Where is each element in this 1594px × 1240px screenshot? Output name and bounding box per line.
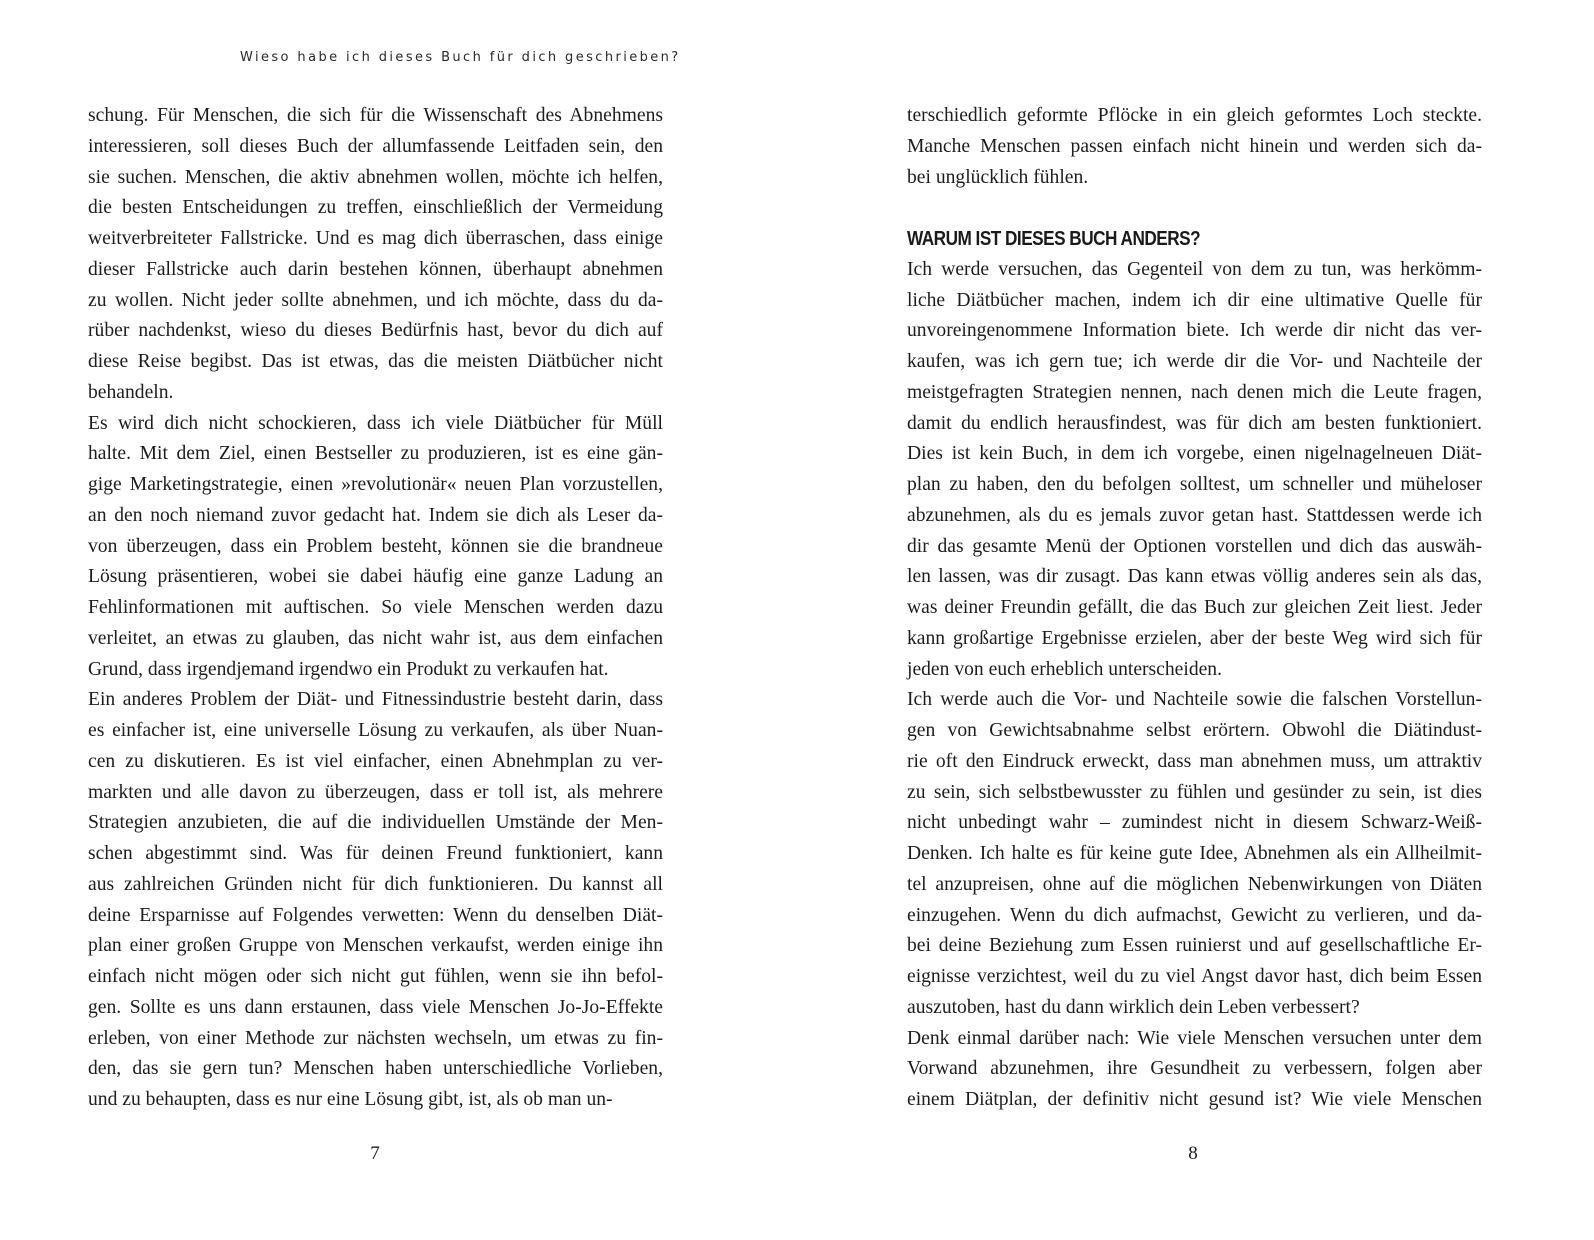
continued-paragraph [907, 101, 1482, 193]
section-heading: WARUM IST DIESES BUCH ANDERS? [907, 228, 1201, 250]
right-page-body [907, 101, 1482, 1116]
text-line: kaufen, was ich gern tue; ich werde dir die Vor- und Nachteile der [907, 351, 1482, 372]
text-line: auszutoben, hast du dann wirklich dein Leben verbessert? [907, 996, 1360, 1018]
text-line: markten und alle davon zu überzeugen, dass er toll ist, als mehrere [88, 781, 663, 803]
text-line: Denk einmal darüber nach: Wie viele Menschen versuchen unter dem [907, 1027, 1482, 1049]
text-line: weitverbreiteter Fallstricke. Und es mag dich überraschen, dass einige [88, 228, 663, 249]
text-line: halte. Mit dem Ziel, einen Bestseller zu produzieren, ist es eine gän- [88, 443, 663, 465]
text-line: damit du endlich herausfindest, was für dich am besten funktioniert. [907, 412, 1482, 434]
text-line: bei deine Beziehung zum Essen ruinierst und auf gesellschaftliche Er- [907, 935, 1482, 957]
text-line: rüber nachdenkst, wieso du dieses Bedürfnis hast, bevor du dich auf [88, 320, 663, 342]
text-line: aus zahlreichen Gründen nicht für dich funktionieren. Du kannst all [88, 873, 663, 895]
text-line: plan zu haben, den du befolgen solltest, um schneller und müheloser [907, 474, 1482, 495]
text-line: schung. Für Menschen, die sich für die Wissenschaft des Abnehmens [88, 105, 663, 126]
text-line: tel anzupreisen, ohne auf die möglichen Nebenwirkungen von Diäten [907, 873, 1482, 895]
text-line: einfach nicht mögen oder sich nicht gut fühlen, wenn sie ihn befol- [88, 966, 663, 987]
text-line: von überzeugen, dass ein Problem besteht, können sie die brandneue [88, 535, 663, 557]
text-line: Denken. Ich halte es für keine gute Idee, Abnehmen als ein Allheilmit- [907, 843, 1482, 864]
text-line: zu wollen. Nicht jeder sollte abnehmen, und ich möchte, dass du da- [88, 289, 663, 311]
paragraph [88, 409, 663, 686]
text-line: Ich werde auch die Vor- und Nachteile sowie die falschen Vorstellun- [907, 689, 1482, 711]
text-line: diese Reise begibst. Das ist etwas, das die meisten Diätbücher nicht [88, 351, 663, 372]
text-line: Ich werde versuchen, das Gegenteil von dem zu tun, was herkömm- [907, 258, 1482, 280]
text-line: nicht unbedingt wahr – zumindest nicht in diesem Schwarz-Weiß- [907, 812, 1482, 834]
text-line: Ein anderes Problem der Diät- und Fitnessindustrie besteht darin, dass [88, 689, 663, 711]
text-line: behandeln. [88, 381, 174, 403]
text-line: einzugehen. Wenn du dich aufmachst, Gewicht zu verlieren, und da- [907, 904, 1482, 926]
text-line: rie oft den Eindruck erweckt, dass man abnehmen muss, um attraktiv [907, 750, 1482, 772]
text-line: erleben, von einer Methode zur nächsten wechseln, um etwas zu fin- [88, 1027, 663, 1049]
text-line: unvoreingenommene Information biete. Ich werde dir nicht das ver- [907, 320, 1482, 342]
text-line: kann großartige Ergebnisse erzielen, aber der beste Weg wird sich für [907, 627, 1482, 649]
running-header: Wieso habe ich dieses Buch für dich geschrieben? [240, 50, 681, 65]
paragraph [907, 255, 1482, 686]
text-line: verleitet, an etwas zu glauben, das nicht wahr ist, aus dem einfachen [88, 627, 663, 649]
text-line: Fehlinformationen mit auftischen. So viele Menschen werden dazu [88, 597, 663, 618]
text-line: abzunehmen, als du es jemals zuvor getan hast. Stattdessen werde ich [907, 504, 1482, 526]
text-line: den, das sie gern tun? Menschen haben unterschiedliche Vorlieben, [88, 1058, 663, 1080]
text-line: interessieren, soll dieses Buch der allumfassende Leitfaden sein, den [88, 135, 663, 157]
text-line: Strategien anzubieten, die auf die individuellen Umstände der Men- [88, 812, 663, 834]
text-line: dieser Fallstricke auch darin bestehen können, überhaupt abnehmen [88, 258, 663, 280]
text-line: jeden von euch erheblich unterscheiden. [907, 658, 1223, 680]
text-line: plan einer großen Gruppe von Menschen verkaufst, werden einige ihn [88, 935, 663, 957]
paragraph [907, 1024, 1482, 1116]
paragraph [907, 685, 1482, 1023]
text-line: an den noch niemand zuvor gedacht hat. Indem sie dich als Leser da- [88, 504, 663, 526]
text-line: len lassen, was dir zusagt. Das kann etwas völlig anderes sein als das, [907, 566, 1482, 588]
page-number-left: 7 [370, 1143, 380, 1164]
text-line: was deiner Freundin gefällt, die das Buch zur gleichen Zeit liest. Jeder [907, 597, 1482, 618]
text-line: Manche Menschen passen einfach nicht hinein und werden sich da- [907, 135, 1482, 157]
text-line: Grund, dass irgendjemand irgendwo ein Produkt zu verkaufen hat. [88, 658, 609, 680]
page-number-right: 8 [1188, 1143, 1198, 1164]
text-line: gen von Gewichtsabnahme selbst erörtern. Obwohl die Diätindust- [907, 720, 1482, 741]
text-line: und zu behaupten, dass es nur eine Lösung gibt, ist, als ob man un- [88, 1089, 613, 1110]
text-line: terschiedlich geformte Pflöcke in ein gleich geformtes Loch steckte. [907, 105, 1482, 126]
text-line: bei unglücklich fühlen. [907, 166, 1089, 188]
paragraph [88, 101, 663, 409]
text-line: sie suchen. Menschen, die aktiv abnehmen wollen, möchte ich helfen, [88, 166, 663, 188]
text-line: zu sein, sich selbstbewusster zu fühlen und gesünder zu sein, ist dies [907, 781, 1482, 803]
left-page-body [88, 101, 663, 1116]
text-line: einem Diätplan, der definitiv nicht gesund ist? Wie viele Menschen [907, 1089, 1482, 1110]
text-line: Es wird dich nicht schockieren, dass ich viele Diätbücher für Müll [88, 412, 663, 434]
text-line: es einfacher ist, eine universelle Lösung zu verkaufen, als über Nuan- [88, 720, 663, 741]
text-line: dir das gesamte Menü der Optionen vorstellen und dich das auswäh- [907, 535, 1482, 557]
text-line: eignisse verzichtest, weil du zu viel Angst davor hast, dich beim Essen [907, 966, 1482, 987]
text-line: die besten Entscheidungen zu treffen, einschließlich der Vermeidung [88, 197, 663, 219]
text-line: Vorwand abzunehmen, ihre Gesundheit zu verbessern, folgen aber [907, 1058, 1482, 1080]
paragraph [88, 685, 663, 1116]
text-line: gen. Sollte es uns dann erstaunen, dass viele Menschen Jo-Jo-Effekte [88, 996, 663, 1018]
text-line: liche Diätbücher machen, indem ich dir eine ultimative Quelle für [907, 289, 1482, 311]
right-page [797, 0, 1594, 1240]
text-line: Dies ist kein Buch, in dem ich vorgebe, einen nigelnagelneuen Diät- [907, 443, 1482, 465]
text-line: schen abgestimmt sind. Was für deinen Freund funktioniert, kann [88, 843, 663, 864]
text-line: cen zu diskutieren. Es ist viel einfacher, einen Abnehmplan zu ver- [88, 750, 663, 772]
text-line: Lösung präsentieren, wobei sie dabei häufig eine ganze Ladung an [88, 566, 663, 588]
text-line: deine Ersparnisse auf Folgendes verwetten: Wenn du denselben Diät- [88, 904, 663, 926]
text-line: meistgefragten Strategien nennen, nach denen mich die Leute fragen, [907, 381, 1482, 403]
text-line: gige Marketingstrategie, einen »revolutionär« neuen Plan vorzustellen, [88, 474, 663, 495]
